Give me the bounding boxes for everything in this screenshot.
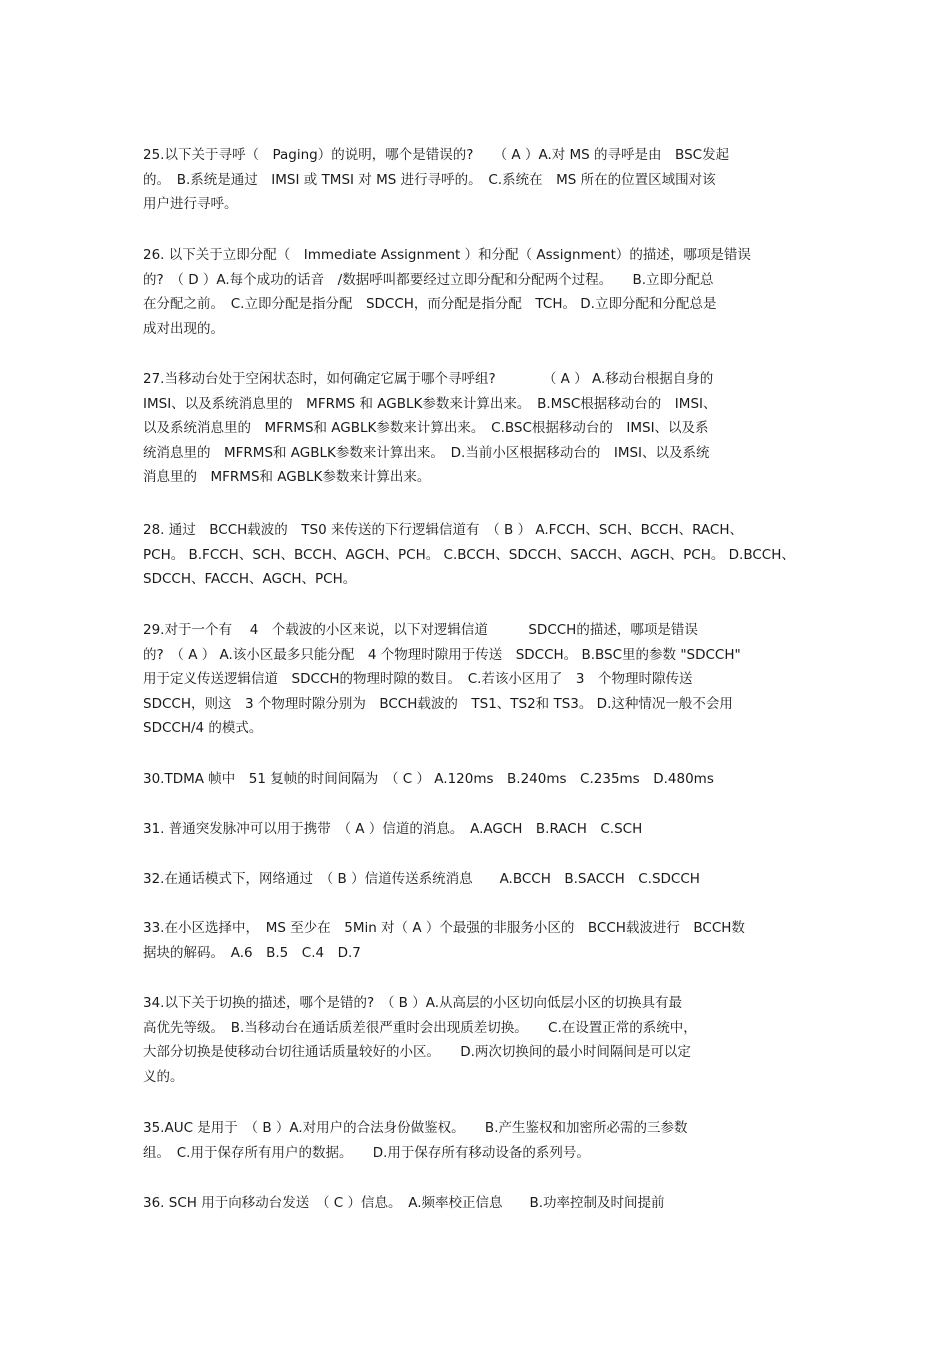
question-text-line: 30.TDMA 帧中 51 复帧的时间间隔为 （ C ） A.120ms B.240ms C.235ms D.480ms: [143, 771, 714, 787]
question-text-line: SDCCH，则这 3 个物理时隙分别为 BCCH载波的 TS1、TS2和 TS3。 D.这种情况一般不会用: [143, 695, 733, 712]
question-26: [143, 243, 813, 341]
question-text-line: 高优先等级。 B.当移动台在通话质差很严重时会出现质差切换。 C.在设置正常的系统中，: [143, 1019, 697, 1036]
question-text-line: 36. SCH 用于向移动台发送 （ C ）信息。 A.频率校正信息 B.功率控制及时间提前: [143, 1195, 665, 1211]
question-text-line: 义的。: [143, 1068, 184, 1085]
question-text-line: 用于定义传送逻辑信道 SDCCH的物理时隙的数目。 C.若该小区用了 3 个物理时隙传送: [143, 671, 693, 687]
question-text-line: 34.以下关于切换的描述，哪个是错的? （ B ）A.从高层的小区切向低层小区的切换具有最: [143, 995, 683, 1011]
question-text-line: 27.当移动台处于空闲状态时，如何确定它属于哪个寻呼组? （ A ） A.移动台根据自身的: [143, 371, 714, 387]
question-25: [143, 143, 813, 217]
question-text-line: 的? （ A ） A.该小区最多只能分配 4 个物理时隙用于传送 SDCCH。 B.BSC里的参数 "SDCCH": [143, 646, 741, 663]
question-text-line: 35.AUC 是用于 （ B ）A.对用户的合法身份做鉴权。 B.产生鉴权和加密所必需的三参数: [143, 1120, 688, 1136]
question-text-line: 组。 C.用于保存所有用户的数据。 D.用于保存所有移动设备的系列号。: [143, 1144, 590, 1161]
question-text-line: 25.以下关于寻呼（ Paging）的说明，哪个是错误的? （ A ）A.对 MS 的寻呼是由 BSC发起: [143, 147, 730, 163]
question-text-line: 33.在小区选择中， MS 至少在 5Min 对（ A ）个最强的非服务小区的 BCCH载波进行 BCCH数: [143, 920, 745, 936]
question-33: [143, 916, 813, 965]
question-36: [143, 1191, 813, 1216]
question-31: [143, 817, 813, 842]
question-text-line: 的。 B.系统是通过 IMSI 或 TMSI 对 MS 进行寻呼的。 C.系统在 MS 所在的位置区域围对该: [143, 171, 716, 188]
question-30: [143, 767, 813, 792]
question-27: [143, 367, 813, 490]
question-text-line: IMSI、以及系统消息里的 MFRMS 和 AGBLK参数来计算出来。 B.MSC根据移动台的 IMSI、: [143, 395, 717, 412]
question-text-line: 在分配之前。 C.立即分配是指分配 SDCCH，而分配是指分配 TCH。 D.立即分配和分配总是: [143, 296, 717, 312]
question-text-line: 28. 通过 BCCH载波的 TS0 来传送的下行逻辑信道有 （ B ） A.FCCH、SCH、BCCH、RACH、: [143, 522, 744, 538]
question-text-line: 用户进行寻呼。: [143, 196, 238, 212]
question-text-line: 29.对于一个有 4 个载波的小区来说，以下对逻辑信道 SDCCH的描述，哪项是错误: [143, 622, 698, 638]
question-text-line: 据块的解码。 A.6 B.5 C.4 D.7: [143, 944, 361, 961]
question-text-line: 大部分切换是使移动台切往通话质量较好的小区。 D.两次切换间的最小时间隔间是可以定: [143, 1044, 691, 1060]
question-text-line: 26. 以下关于立即分配（ Immediate Assignment ）和分配（ Assignment）的描述，哪项是错误: [143, 247, 751, 263]
question-text-line: 32.在通话模式下，网络通过 （ B ）信道传送系统消息 A.BCCH B.SACCH C.SDCCH: [143, 871, 700, 887]
question-text-line: 的? （ D ）A.每个成功的话音 /数据呼叫都要经过立即分配和分配两个过程。 B.立即分配总: [143, 271, 714, 288]
question-text-line: PCH。 B.FCCH、SCH、BCCH、AGCH、PCH。 C.BCCH、SDCCH、SACCH、AGCH、PCH。 D.BCCH、: [143, 546, 795, 563]
question-34: [143, 991, 813, 1089]
question-29: [143, 618, 813, 741]
question-35: [143, 1116, 813, 1165]
question-text-line: SDCCH/4 的模式。: [143, 720, 263, 736]
question-text-line: 统消息里的 MFRMS和 AGBLK参数来计算出来。 D.当前小区根据移动台的 IMSI、以及系统: [143, 444, 710, 461]
question-28: [143, 518, 813, 592]
question-text-line: 成对出现的。: [143, 320, 224, 337]
question-32: [143, 867, 813, 892]
question-text-line: 以及系统消息里的 MFRMS和 AGBLK参数来计算出来。 C.BSC根据移动台的 IMSI、以及系: [143, 420, 709, 436]
question-text-line: 31. 普通突发脉冲可以用于携带 （ A ）信道的消息。 A.AGCH B.RACH C.SCH: [143, 821, 643, 837]
question-text-line: 消息里的 MFRMS和 AGBLK参数来计算出来。: [143, 469, 431, 485]
question-text-line: SDCCH、FACCH、AGCH、PCH。: [143, 571, 357, 587]
